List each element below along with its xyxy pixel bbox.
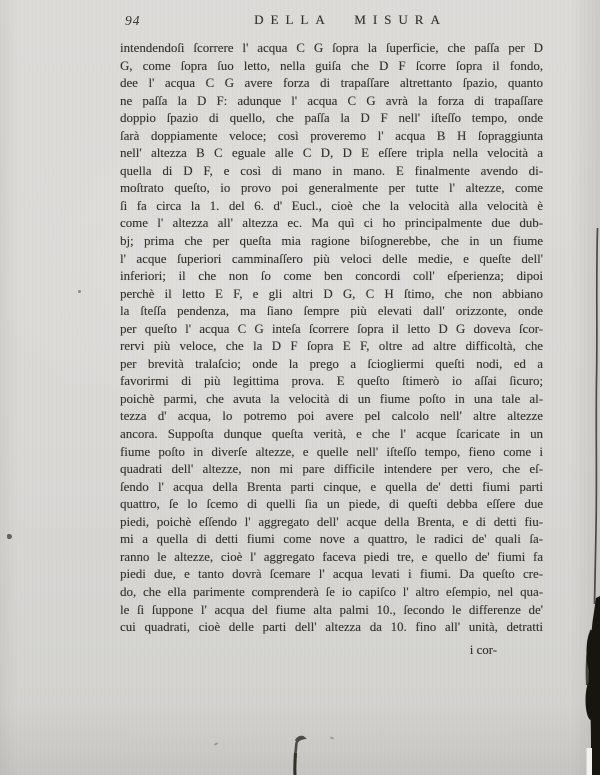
ink-speck <box>78 290 81 293</box>
body-lines <box>120 40 543 637</box>
text-line: rervi più veloce, che la D F ſopra E F, oltre ad altre difficoltà, che <box>120 339 543 354</box>
text-line: le ſi ſuppone l' acqua del fiume alta palmi 10., ſecondo le differenze de' <box>120 602 543 617</box>
text-line: fiume poſto in diverſe altezze, e quelle nell' iſteſſo tempo, fieno come i <box>120 444 543 459</box>
text-line: per queſto l' acqua C G inteſa ſcorrere ſopra il letto D G doveva ſcor- <box>120 321 543 336</box>
text-line: piedi, poichè eſſendo l' aggregato dell' acque della Brenta, e di detti fiu- <box>120 514 543 529</box>
page-header <box>120 12 543 32</box>
text-line: la ſteſſa pendenza, ma ſiano ſempre più elevati dall' orizzonte, onde <box>120 304 543 319</box>
text-line: mi a quella di detti fiumi come nove a quattro, le radici de' quali ſa- <box>120 532 543 547</box>
text-line: do, che ella parimente comprenderà ſe io capiſco l' altro eſempio, nel qua- <box>120 584 543 599</box>
page-edge-shadow <box>574 0 600 775</box>
text-line: ancora. Suppoſta dunque queſta verità, e che l' acque ſcaricate in un <box>120 427 543 442</box>
text-line: nell' altezza B C eguale alle C D, D E eſſere tripla nella velocità a <box>120 146 543 161</box>
running-title: DELLA MISURA <box>254 12 447 27</box>
ink-speck <box>330 736 334 739</box>
thread-mark <box>283 733 309 775</box>
page-edge-highlight <box>587 748 593 775</box>
text-line: favorirmi di più legittima prova. E queſto ſtimerò io aſſai ſicuro; <box>120 374 543 389</box>
text-line: perchè il letto E F, e gli altri D G, C H ſtimo, che non abbiano <box>120 286 543 301</box>
text-line: G, come ſopra ſuo letto, nella guiſa che D F ſcorre ſopra il fondo, <box>120 58 543 73</box>
body-text <box>120 40 543 659</box>
catchword: i cor- <box>469 642 497 657</box>
text-line: per brevità tralaſcio; onde la prego a ſciogliermi queſti nodi, ed a <box>120 356 543 371</box>
text-line: bj; prima che per queſta mia ragione biſognerebbe, che in un fiume <box>120 234 543 249</box>
page-number: 94 <box>125 13 141 28</box>
text-line: ranno le altezze, cioè l' aggregato faceva piedi tre, e quello de' fiumi fa <box>120 549 543 564</box>
text-line: intendendoſi ſcorrere l' acqua C G ſopra la ſuperficie, che paſſa per D <box>120 41 543 55</box>
text-line: ne paſſa la D F: adunque l' acqua C G avrà la forza di trapaſſare <box>120 93 543 108</box>
text-line: inferiori; il che non ſo come ben concordi coll' eſperienza; dipoi <box>120 269 543 284</box>
text-line: piedi due, e tanto dovrà ſcemare l' acqua levati i fiumi. Da queſto cre- <box>120 567 543 582</box>
text-line: quella di D F, e così di mano in mano. E finalmente avendo di- <box>120 163 543 178</box>
ink-speck <box>214 742 218 746</box>
text-line: poichè parmi, che avuta la velocità di un fiume poſto in una tale al- <box>120 391 543 406</box>
text-line: ſi fa circa la 1. del 6. d' Eucl., cioè che la velocità alla velocità è <box>120 198 543 213</box>
text-line: come l' altezza all' altezza ec. Ma quì ci ho principalmente due dub- <box>120 216 543 231</box>
text-line: quattro, ſe lo ſcemo di quelli ſia un piede, di queſti debba eſſere due <box>120 497 543 512</box>
text-line: moſtrato queſto, io provo poi generalmente per tutte l' altezze, come <box>120 181 543 196</box>
text-line: doppio ſpazio di quello, che paſſa la D F nell' iſteſſo tempo, onde <box>120 111 543 126</box>
text-line: l' acque ſuperiori camminaſſero più veloci delle medie, e queſte dell' <box>120 251 543 266</box>
text-line: quadrati dell' altezze, non mi pare difficile intendere per vero, che eſ- <box>120 462 543 477</box>
text-line: ſendo l' acqua della Brenta parti cinque, e quella de' detti fiumi parti <box>120 479 543 494</box>
text-line: tezza d' acqua, lo potremo poi avere pel calcolo nell' altre altezze <box>120 409 543 424</box>
ink-speck <box>7 534 12 539</box>
catchword-row <box>120 642 543 660</box>
text-line: dee l' acqua C G avere forza di trapaſſare altrettanto ſpazio, quanto <box>120 76 543 91</box>
text-line: ſarà doppiamente veloce; così proveremo l' acqua B H ſopraggiunta <box>120 128 543 143</box>
text-line: cui quadrati, cioè delle parti dell' altezza da 10. fino all' unità, detratti <box>120 620 543 635</box>
